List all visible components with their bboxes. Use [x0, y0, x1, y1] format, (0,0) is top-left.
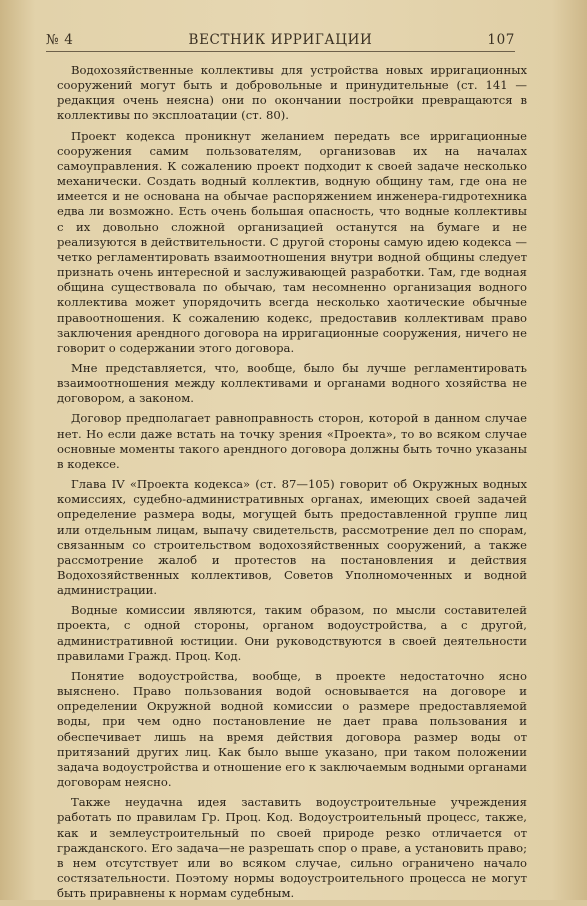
paragraph-6: Водные комиссии являются, таким образом, по мысли составителей проекта, с одной стороны, органом водоустройства, а с другой, административной юстиции. Они руководствуются в своей деятельности правилами Гражд. Проц. Код. — [57, 603, 527, 663]
journal-title: ВЕСТНИК ИРРИГАЦИИ — [188, 32, 373, 48]
page-number: 107 — [487, 32, 515, 48]
paragraph-8: Также неудачна идея заставить водоустроительные учреждения работать по правилам Гр. Проц. Код. Водоустроительный процесс, также, как и землеустроительный по своей природе резко отличается от гражданского. Его задача—не разрешать спор о праве, а установить право; в нем отсутствует или во всяком случае, сильно ограничено начало состязательности. Поэтому нормы водоустроительного процесса не могут быть приравнены к нормам судебным. — [57, 795, 527, 901]
issue-number: № 4 — [46, 32, 74, 48]
paragraph-5: Глава IV «Проекта кодекса» (ст. 87—105) говорит об Окружных водных комиссиях, судебно-административных органах, имеющих своей задачей определение размера воды, могущей быть предоставленной группе лиц или отдельным лицам, выпачу свидетельств, рассмотрение дел по спорам, связанным со строительством водохозяйственных сооружений, а также рассмотрение жалоб и протестов на постановления и действия Водохозяйственных коллективов, Советов Уполномоченных и водной администрации. — [57, 477, 527, 598]
paragraph-3: Мне представляется, что, вообще, было бы лучше регламентировать взаимоотношения между коллективами и органами водного хозяйства не договором, а законом. — [57, 360, 527, 406]
paragraph-1: Водохозяйственные коллективы для устройства новых ирригационных сооружений могут быть и добровольные и принудительные (ст. 141 —редакция очень неясна) они по окончании постройки превращаются в коллективы по эксплоатации (ст. 80). — [57, 63, 527, 123]
paragraph-4: Договор предполагает равноправность сторон, которой в данном случае нет. Но если даже встать на точку зрения «Проекта», то во всяком случае основные моменты такого арендного договора должны быть точно указаны в кодексе. — [57, 411, 527, 471]
article-body — [57, 63, 527, 906]
paragraph-2: Проект кодекса проникнут желанием передать все ирригационные сооружения самим пользователям, организовав их на началах самоуправления. К сожалению проект подходит к своей задаче несколько механически. Создать водный коллектив, водную общину там, где она не имеется и не основана на обычае распоряжением инженера-гидротехника едва ли возможно. Есть очень большая опасность, что водные коллективы с их довольно сложной организацией останутся на бумаге и не реализуются в действительности. С другой стороны самую идею кодекса —четко регламентировать взаимоотношения внутри водной общины следует признать очень интересной и заслуживающей разработки. Там, где водная община существовала по обычаю, там несомненно организация водного коллектива может упорядочить всегда несколько хаотические обычные правоотношения. К сожалению кодекс, предоставив коллективам право заключения арендного договора на ирригационные сооружения, ничего не говорит о содержании этого договора. — [57, 128, 527, 355]
running-header — [46, 30, 515, 50]
header-rule — [46, 51, 515, 52]
paragraph-7: Понятие водоустройства, вообще, в проекте недостаточно ясно выяснено. Право пользования водой основывается на договоре и определении Окружной водной комиссии о размере предоставляемой воды, при чем одно постановление не дает права пользования и обеспечивает лишь на время действия договора размер воды от притязаний других лиц. Как было выше указано, при таком положении задача водоустройства и отношение его к заключаемым водными органами договорам неясно. — [57, 668, 527, 790]
